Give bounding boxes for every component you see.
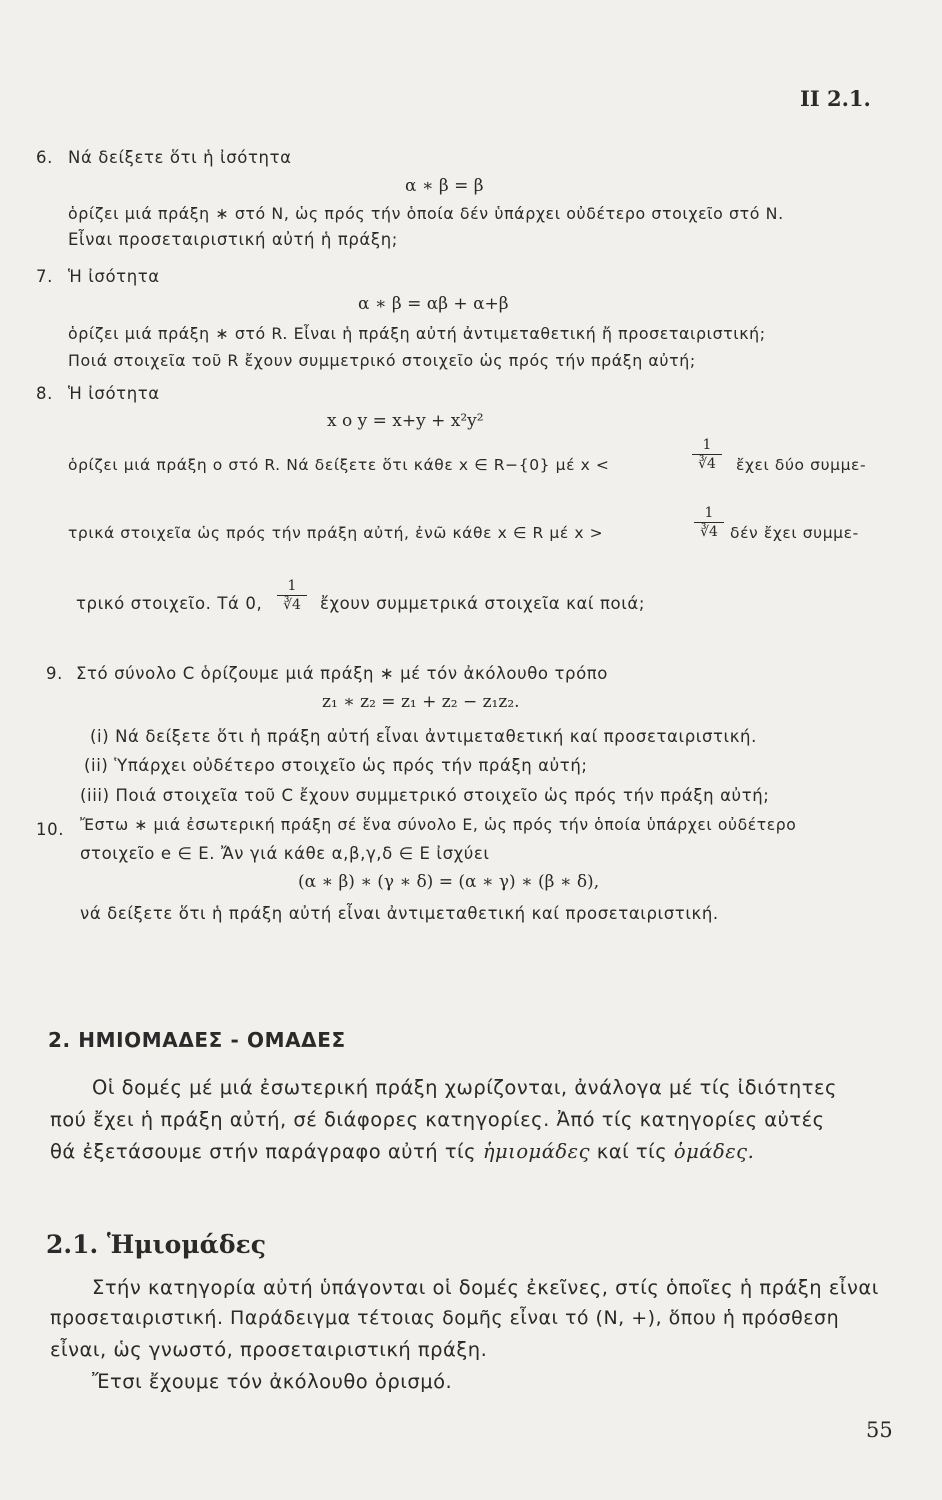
section-2-1-title: 2.1. Ἡμιομάδες	[46, 1230, 266, 1259]
exercise-8-formula: x ο y = x+y + x²y²	[327, 411, 484, 431]
exercise-7-line1: Ἡ ἰσότητα	[68, 267, 160, 286]
exercise-7-number: 7.	[36, 267, 53, 286]
exercise-8-line4b: ἔχουν συμμετρικά στοιχεῖα καί ποιά;	[320, 594, 646, 613]
section-2-line2: πού ἔχει ἡ πράξη αὐτή, σέ διάφορες κατηγορίες. Ἀπό τίς κατηγορίες αὐτές	[50, 1108, 825, 1131]
exercise-6-line1: Νά δείξετε ὅτι ἡ ἰσότητα	[68, 148, 292, 167]
section-2-line3-mid: καί τίς	[596, 1140, 668, 1163]
exercise-8-line3b: δέν ἔχει συμμε-	[730, 524, 859, 542]
fraction-1-denominator: ∛4	[698, 456, 716, 472]
fraction-3	[277, 578, 307, 613]
section-reference: II 2.1.	[800, 86, 871, 111]
exercise-7-line2: ὁρίζει μιά πράξη ∗ στό R. Εἶναι ἡ πράξη αὐτή ἀντιμεταθετική ἤ προσεταιριστική;	[68, 324, 766, 343]
section-2-1-line2: προσεταιριστική. Παράδειγμα τέτοιας δομῆς εἶναι τό (N, +), ὅπου ἡ πρόσθεση	[50, 1307, 840, 1329]
exercise-6-line3: Εἶναι προσεταιριστική αὐτή ἡ πράξη;	[68, 230, 398, 249]
exercise-9-item-iii: (iii) Ποιά στοιχεῖα τοῦ C ἔχουν συμμετρικό στοιχεῖο ὡς πρός τήν πράξη αὐτή;	[80, 786, 770, 805]
fraction-2-numerator: 1	[704, 505, 714, 521]
exercise-10-line3: νά δείξετε ὅτι ἡ πράξη αὐτή εἶναι ἀντιμεταθετική καί προσεταιριστική.	[80, 904, 719, 923]
section-2-line3	[50, 1140, 754, 1163]
exercise-8-line2a: ὁρίζει μιά πράξη ο στό R. Νά δείξετε ὅτι κάθε x ∈ R−{0} μέ x <	[68, 456, 610, 474]
fraction-3-numerator: 1	[287, 578, 297, 594]
exercise-6-number: 6.	[36, 148, 53, 167]
exercise-8-line3a: τρικά στοιχεῖα ὡς πρός τήν πράξη αὐτή, ἐνῶ κάθε x ∈ R μέ x >	[68, 524, 604, 542]
exercise-8-line4a: τρικό στοιχεῖο. Τά 0,	[76, 594, 263, 613]
term-semigroups: ἡμιομάδες	[482, 1140, 591, 1163]
section-2-1-line3: εἶναι, ὡς γνωστό, προσεταιριστική πράξη.	[50, 1338, 488, 1361]
exercise-9-line1: Στό σύνολο C ὁρίζουμε μιά πράξη ∗ μέ τόν ἀκόλουθο τρόπο	[76, 664, 608, 683]
exercise-8-number: 8.	[36, 384, 53, 403]
section-2-title: 2. ΗΜΙΟΜΑΔΕΣ - ΟΜΑΔΕΣ	[48, 1028, 346, 1052]
fraction-1-bar	[692, 454, 722, 455]
exercise-8-line2b: ἔχει δύο συμμε-	[736, 456, 867, 474]
term-groups: ὁμάδες.	[673, 1140, 755, 1163]
fraction-1-numerator: 1	[702, 437, 712, 453]
fraction-2	[694, 505, 724, 540]
fraction-3-denominator: ∛4	[283, 597, 301, 613]
exercise-10-line1: Ἔστω ∗ μιά ἐσωτερική πράξη σέ ἕνα σύνολο E, ὡς πρός τήν ὁποία ὑπάρχει οὐδέτερο	[80, 816, 797, 834]
section-2-1-line1: Στήν κατηγορία αὐτή ὑπάγονται οἱ δομές ἐκεῖνες, στίς ὁποῖες ἡ πράξη εἶναι	[92, 1276, 879, 1299]
exercise-7-line3: Ποιά στοιχεῖα τοῦ R ἔχουν συμμετρικό στοιχεῖο ὡς πρός τήν πράξη αὐτή;	[68, 351, 696, 370]
exercise-9-formula: z₁ ∗ z₂ = z₁ + z₂ − z₁z₂.	[322, 692, 520, 712]
exercise-10-line2: στοιχεῖο e ∈ E. Ἄν γιά κάθε α,β,γ,δ ∈ E ἰσχύει	[80, 844, 490, 863]
exercise-9-item-ii: (ii) Ὑπάρχει οὐδέτερο στοιχεῖο ὡς πρός τήν πράξη αὐτή;	[84, 756, 588, 775]
section-2-line1: Οἱ δομές μέ μιά ἐσωτερική πράξη χωρίζονται, ἀνάλογα μέ τίς ἰδιότητες	[92, 1076, 837, 1099]
fraction-2-bar	[694, 522, 724, 523]
exercise-9-number: 9.	[46, 664, 63, 683]
fraction-1	[692, 437, 722, 472]
section-2-1-line4: Ἔτσι ἔχουμε τόν ἀκόλουθο ὁρισμό.	[92, 1370, 453, 1393]
fraction-2-denominator: ∛4	[700, 524, 718, 540]
fraction-3-bar	[277, 595, 307, 596]
exercise-8-line1: Ἡ ἰσότητα	[68, 384, 160, 403]
exercise-6-line2: ὁρίζει μιά πράξη ∗ στό N, ὡς πρός τήν ὁποία δέν ὑπάρχει οὐδέτερο στοιχεῖο στό N.	[68, 204, 784, 223]
exercise-10-formula: (α ∗ β) ∗ (γ ∗ δ) = (α ∗ γ) ∗ (β ∗ δ),	[298, 872, 600, 892]
page-number: 55	[866, 1418, 893, 1442]
exercise-6-formula: α ∗ β = β	[405, 176, 484, 196]
section-2-line3-start: θά ἐξετάσουμε στήν παράγραφο αὐτή τίς	[50, 1140, 477, 1163]
exercise-7-formula: α ∗ β = αβ + α+β	[358, 294, 509, 314]
exercise-9-item-i: (i) Νά δείξετε ὅτι ἡ πράξη αὐτή εἶναι ἀντιμεταθετική καί προσεταιριστική.	[90, 727, 757, 746]
exercise-10-number: 10.	[36, 820, 65, 839]
